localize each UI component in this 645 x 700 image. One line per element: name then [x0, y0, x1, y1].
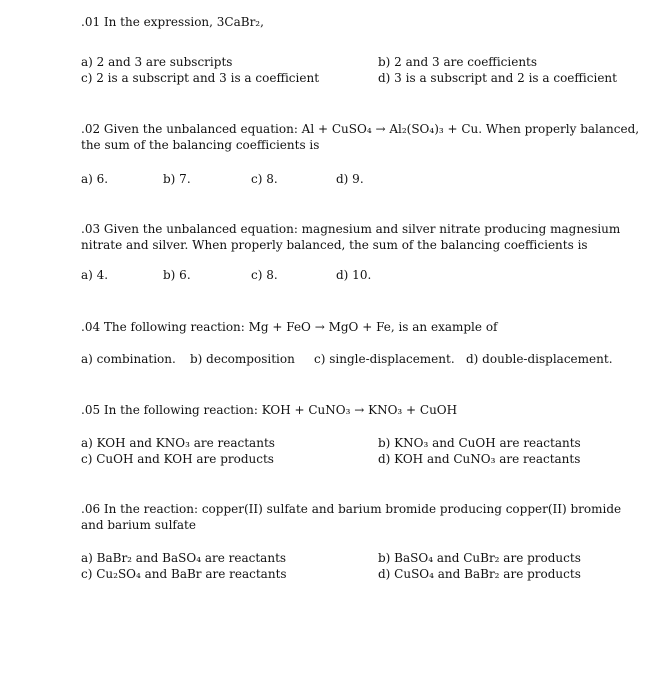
- question-06-option-c: c) Cu₂SO₄ and BaBr are reactants: [81, 567, 287, 581]
- question-04-option-b: b) decomposition: [190, 352, 295, 366]
- question-02-stem-line-2: the sum of the balancing coefficients is: [81, 138, 320, 152]
- question-04-stem: .04 The following reaction: Mg + FeO → MgO + Fe, is an example of: [81, 320, 498, 334]
- question-05-option-a: a) KOH and KNO₃ are reactants: [81, 436, 275, 450]
- question-05-option-d: d) KOH and CuNO₃ are reactants: [378, 452, 581, 466]
- question-01-option-c: c) 2 is a subscript and 3 is a coefficient: [81, 71, 320, 85]
- question-04-option-d: d) double-displacement.: [466, 352, 613, 366]
- question-02-option-a: a) 6.: [81, 172, 109, 186]
- question-03-stem-line-2: nitrate and silver. When properly balanced, the sum of the balancing coefficients is: [81, 238, 588, 252]
- question-03-option-a: a) 4.: [81, 268, 109, 282]
- question-02-stem-line-1: .02 Given the unbalanced equation: Al + CuSO₄ → Al₂(SO₄)₃ + Cu. When properly balanced,: [81, 122, 640, 136]
- question-06-stem-line-1: .06 In the reaction: copper(II) sulfate and barium bromide producing copper(II) bromide: [81, 502, 622, 516]
- question-06-option-d: d) CuSO₄ and BaBr₂ are products: [378, 567, 581, 581]
- question-03-option-b: b) 6.: [163, 268, 191, 282]
- question-01-option-d: d) 3 is a subscript and 2 is a coefficient: [378, 71, 617, 85]
- question-01-option-a: a) 2 and 3 are subscripts: [81, 55, 233, 69]
- question-01-stem: .01 In the expression, 3CaBr₂,: [81, 15, 264, 29]
- question-01-option-b: b) 2 and 3 are coefficients: [378, 55, 538, 69]
- question-03-option-c: c) 8.: [251, 268, 278, 282]
- question-04-option-a: a) combination.: [81, 352, 176, 366]
- question-05-stem: .05 In the following reaction: KOH + CuNO₃ → KNO₃ + CuOH: [81, 403, 458, 417]
- question-04-option-c: c) single-displacement.: [314, 352, 455, 366]
- question-02-option-d: d) 9.: [336, 172, 364, 186]
- question-06-option-a: a) BaBr₂ and BaSO₄ are reactants: [81, 551, 287, 565]
- question-05-option-b: b) KNO₃ and CuOH are reactants: [378, 436, 581, 450]
- question-02-option-b: b) 7.: [163, 172, 191, 186]
- question-06-stem-line-2: and barium sulfate: [81, 518, 196, 532]
- question-05-option-c: c) CuOH and KOH are products: [81, 452, 274, 466]
- question-02-option-c: c) 8.: [251, 172, 278, 186]
- question-03-option-d: d) 10.: [336, 268, 372, 282]
- question-06-option-b: b) BaSO₄ and CuBr₂ are products: [378, 551, 581, 565]
- question-03-stem-line-1: .03 Given the unbalanced equation: magnesium and silver nitrate producing magnesium: [81, 222, 621, 236]
